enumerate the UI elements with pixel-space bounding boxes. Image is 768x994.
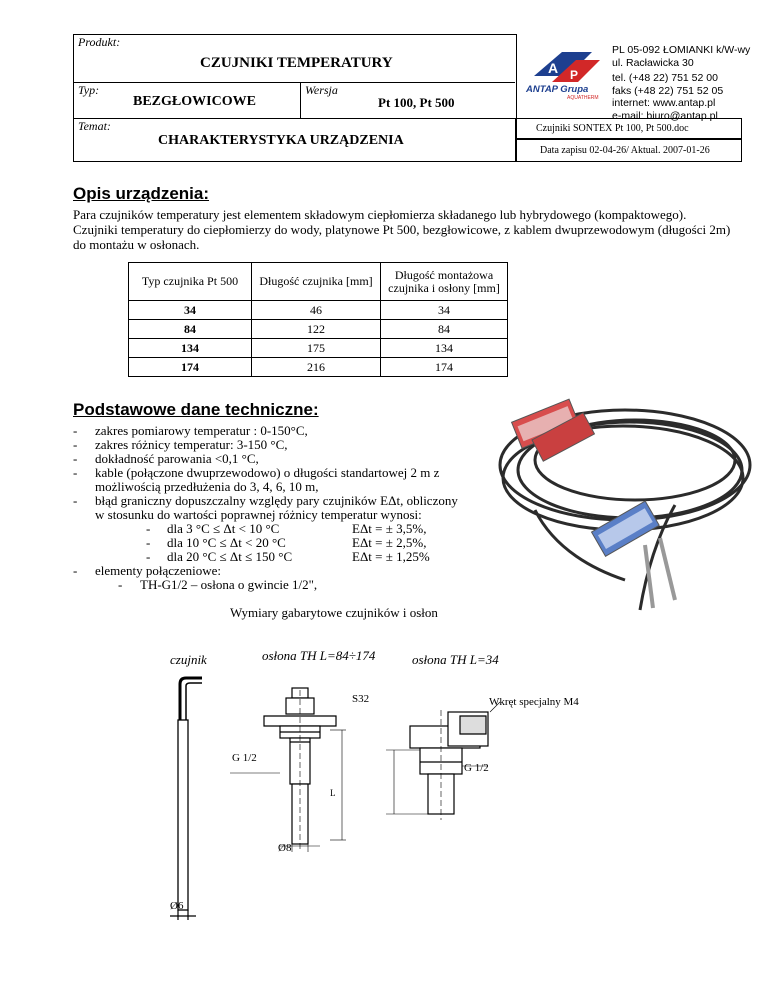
doc-date: Data zapisu 02-04-26/ Aktual. 2007-01-26 (540, 145, 710, 156)
sub-range-3: dla 20 °C ≤ Δt ≤ 150 °C (167, 549, 293, 564)
dane-title: Podstawowe dane techniczne: (73, 400, 319, 419)
spec-item-zakres: zakres pomiarowy temperatur : 0-150°C, (95, 423, 308, 438)
company-tel: tel. (+48 22) 751 52 00 (612, 72, 718, 84)
opis-line3: do montażu w osłonach. (73, 237, 200, 252)
svg-text:A: A (548, 60, 559, 76)
label-d6: Ø6 (170, 900, 184, 912)
opis-line2: Czujniki temperatury do ciepłomierzy do wody, platynowe Pt 500, bezgłowicowe, z kablem dwuprzewodowym (długości 2m) (73, 222, 731, 237)
produkt-value: CZUJNIKI TEMPERATURY (200, 55, 393, 71)
label-s32: S32 (352, 693, 370, 705)
sub-dash: - (146, 535, 151, 550)
spec-item-blad: błąd graniczny dopuszczalny względy pary czujników EΔt, obliczony (95, 493, 458, 508)
table-cell: 34 (381, 301, 508, 320)
bullet-dash: - (73, 451, 78, 466)
spec-item-kable: kable (połączone dwuprzewodowo) o długości standartowej 2 m z (95, 465, 440, 480)
opis-line1: Para czujników temperatury jest elementem składowym ciepłomierza składanego lub hybrydowego (kompaktowego). (73, 207, 687, 222)
table-header-montaz: Długość montażowa czujnika i osłony [mm] (381, 263, 508, 301)
table-cell: 175 (252, 339, 381, 358)
table-row (129, 358, 508, 377)
spec-item-kable-cont: możliwością przedłużenia do 3, 4, 6, 10 m, (95, 479, 319, 494)
drawing-title: Wymiary gabarytowe czujników i osłon (230, 605, 438, 620)
table-cell: 216 (252, 358, 381, 377)
typ-value: BEZGŁOWICOWE (133, 94, 256, 109)
sub-error-1: EΔt = ± 3,5%, (352, 521, 427, 536)
logo-text: ANTAP Grupa (526, 84, 589, 95)
table-cell: 46 (252, 301, 381, 320)
table-header-dlugosc: Długość czujnika [mm] (252, 263, 381, 301)
opis-title: Opis urządzenia: (73, 184, 210, 203)
label-wkret: Wkręt specjalny M4 (489, 696, 579, 708)
logo-sub: AQUATHERM (567, 95, 599, 101)
sensors-photo (475, 370, 765, 620)
spec-item-parowanie: dokładność parowania <0,1 °C, (95, 451, 259, 466)
label-g12-2: G 1/2 (464, 762, 489, 774)
table-cell: 122 (252, 320, 381, 339)
label-d8: Ø8 (278, 842, 292, 854)
sub-dash: - (146, 549, 151, 564)
label-g12-1: G 1/2 (232, 752, 257, 764)
sub-error-2: EΔt = ± 2,5%, (352, 535, 427, 550)
temat-label: Temat: (78, 119, 111, 133)
sub-dash: - (146, 521, 151, 536)
label-czujnik: czujnik (170, 652, 207, 667)
table-cell: 34 (129, 301, 252, 320)
sub-error-3: EΔt = ± 1,25% (352, 549, 430, 564)
doc-name: Czujniki SONTEX Pt 100, Pt 500.doc (536, 123, 689, 134)
sub-dash: - (118, 577, 123, 592)
label-L: L (330, 788, 336, 798)
label-oslona2: osłona TH L=34 (412, 652, 499, 667)
typ-label: Typ: (78, 83, 100, 97)
wersja-label: Wersja (305, 83, 338, 97)
company-address1: PL 05-092 ŁOMIANKI k/W-wy (612, 44, 751, 56)
sub-th-g12: TH-G1/2 – osłona o gwincie 1/2", (140, 577, 318, 592)
table-cell: 134 (129, 339, 252, 358)
wersja-value: Pt 100, Pt 500 (378, 95, 455, 110)
sub-range-1: dla 3 °C ≤ Δt < 10 °C (167, 521, 280, 536)
sub-range-2: dla 10 °C ≤ Δt < 20 °C (167, 535, 286, 550)
header-divider-wersja (300, 82, 301, 118)
table-row (129, 339, 508, 358)
bullet-dash: - (73, 563, 78, 578)
svg-text:P: P (570, 68, 579, 82)
label-oslona1: osłona TH L=84÷174 (262, 648, 376, 663)
sensor-table (128, 262, 508, 377)
table-cell: 134 (381, 339, 508, 358)
temat-value: CHARAKTERYSTYKA URZĄDZENIA (158, 133, 404, 148)
technical-drawing (130, 670, 610, 930)
table-cell: 174 (129, 358, 252, 377)
company-internet: internet: www.antap.pl (612, 97, 716, 109)
table-cell: 84 (381, 320, 508, 339)
company-address (612, 44, 750, 122)
company-email: e-mail: biuro@antap.pl (612, 109, 718, 122)
table-row (129, 301, 508, 320)
header-divider-typ (73, 82, 515, 83)
bullet-dash: - (73, 423, 78, 438)
spec-item-roznica: zakres różnicy temperatur: 3-150 °C, (95, 437, 288, 452)
company-address2: ul. Racławicka 30 (612, 56, 694, 69)
spec-item-blad-cont: w stosunku do wartości poprawnej różnicy temperatur wynosi: (95, 507, 422, 522)
bullet-dash: - (73, 465, 78, 480)
produkt-label: Produkt: (78, 35, 121, 49)
bullet-dash: - (73, 493, 78, 508)
table-cell: 84 (129, 320, 252, 339)
table-row (129, 320, 508, 339)
table-cell: 174 (381, 358, 508, 377)
spec-item-elementy: elementy połączeniowe: (95, 563, 221, 578)
bullet-dash: - (73, 437, 78, 452)
header-divider-temat (73, 118, 515, 119)
table-header-typ: Typ czujnika Pt 500 (129, 263, 252, 301)
company-fax: faks (+48 22) 751 52 05 (612, 84, 724, 97)
